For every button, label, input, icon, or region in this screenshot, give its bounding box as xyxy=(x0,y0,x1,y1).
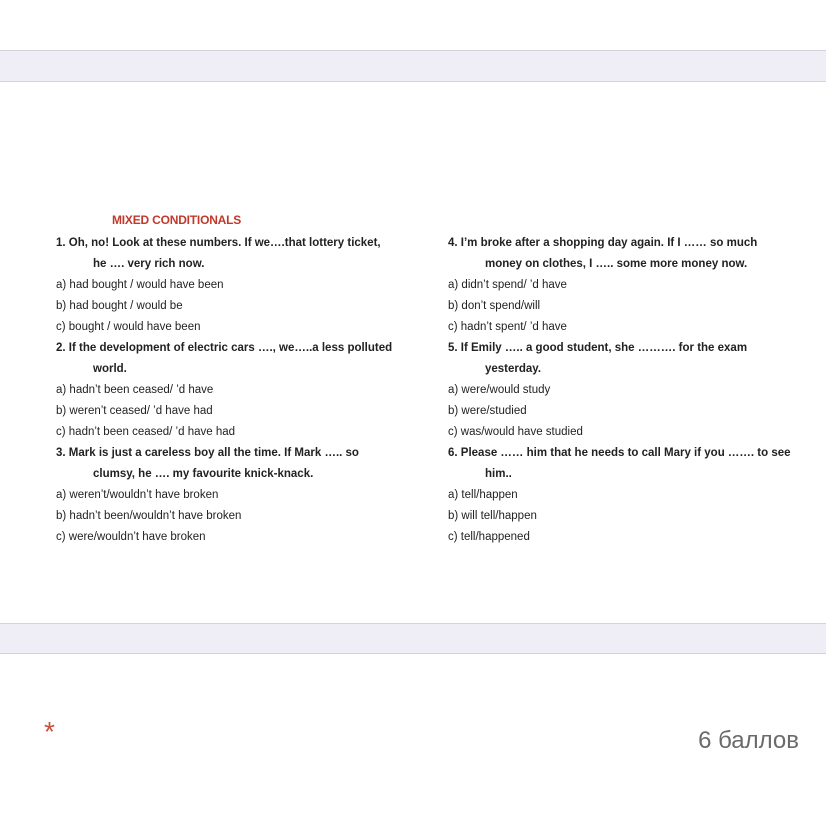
left-question-column xyxy=(56,233,416,548)
question-4 xyxy=(448,233,818,338)
question-text-continued: clumsy, he …. my favourite knick-knack. xyxy=(93,468,314,480)
question-text-continued: he …. very rich now. xyxy=(93,258,205,270)
answer-option: b) had bought / would be xyxy=(56,300,183,312)
answer-option: a) were/would study xyxy=(448,384,551,396)
question-text-continued: him.. xyxy=(485,468,512,480)
question-1 xyxy=(56,233,416,338)
answer-option: b) hadn’t been/wouldn’t have broken xyxy=(56,510,242,522)
question-text: 1. Oh, no! Look at these numbers. If we….that lottery ticket, xyxy=(56,237,381,249)
answer-option: c) were/wouldn’t have broken xyxy=(56,531,206,543)
question-text-continued: world. xyxy=(93,363,127,375)
question-text: 2. If the development of electric cars …., we…..a less polluted xyxy=(56,342,393,354)
question-text-continued: money on clothes, I ….. some more money now. xyxy=(485,258,748,270)
bottom-divider-band xyxy=(0,623,826,654)
question-text: 3. Mark is just a careless boy all the time. If Mark ….. so xyxy=(56,447,359,459)
answer-option: c) hadn’t spent/ ’d have xyxy=(448,321,567,333)
answer-option: a) hadn’t been ceased/ ’d have xyxy=(56,384,214,396)
answer-option: b) were/studied xyxy=(448,405,527,417)
question-2 xyxy=(56,338,416,443)
answer-option: a) had bought / would have been xyxy=(56,279,224,291)
points-label: 6 баллов xyxy=(698,727,799,754)
answer-option: b) weren’t ceased/ ’d have had xyxy=(56,405,213,417)
question-3 xyxy=(56,443,416,548)
answer-option: b) don’t spend/will xyxy=(448,300,541,312)
question-text-continued: yesterday. xyxy=(485,363,542,375)
question-text: 5. If Emily ….. a good student, she ………. for the exam xyxy=(448,342,748,354)
answer-option: c) bought / would have been xyxy=(56,321,201,333)
question-6 xyxy=(448,443,818,548)
answer-option: a) didn’t spend/ ’d have xyxy=(448,279,567,291)
question-text: 4. I’m broke after a shopping day again. If I …… so much xyxy=(448,237,758,249)
answer-option: a) tell/happen xyxy=(448,489,518,501)
answer-option: b) will tell/happen xyxy=(448,510,537,522)
right-question-column xyxy=(448,233,818,548)
answer-option: c) tell/happened xyxy=(448,531,530,543)
worksheet-title: MIXED CONDITIONALS xyxy=(112,213,242,227)
question-text: 6. Please …… him that he needs to call Mary if you ……. to see xyxy=(448,447,791,459)
required-asterisk: * xyxy=(44,716,55,747)
worksheet-image xyxy=(0,82,826,622)
answer-option: c) hadn’t been ceased/ ’d have had xyxy=(56,426,236,438)
question-5 xyxy=(448,338,818,443)
answer-option: c) was/would have studied xyxy=(448,426,583,438)
answer-option: a) weren’t/wouldn’t have broken xyxy=(56,489,219,501)
top-divider-band xyxy=(0,50,826,82)
